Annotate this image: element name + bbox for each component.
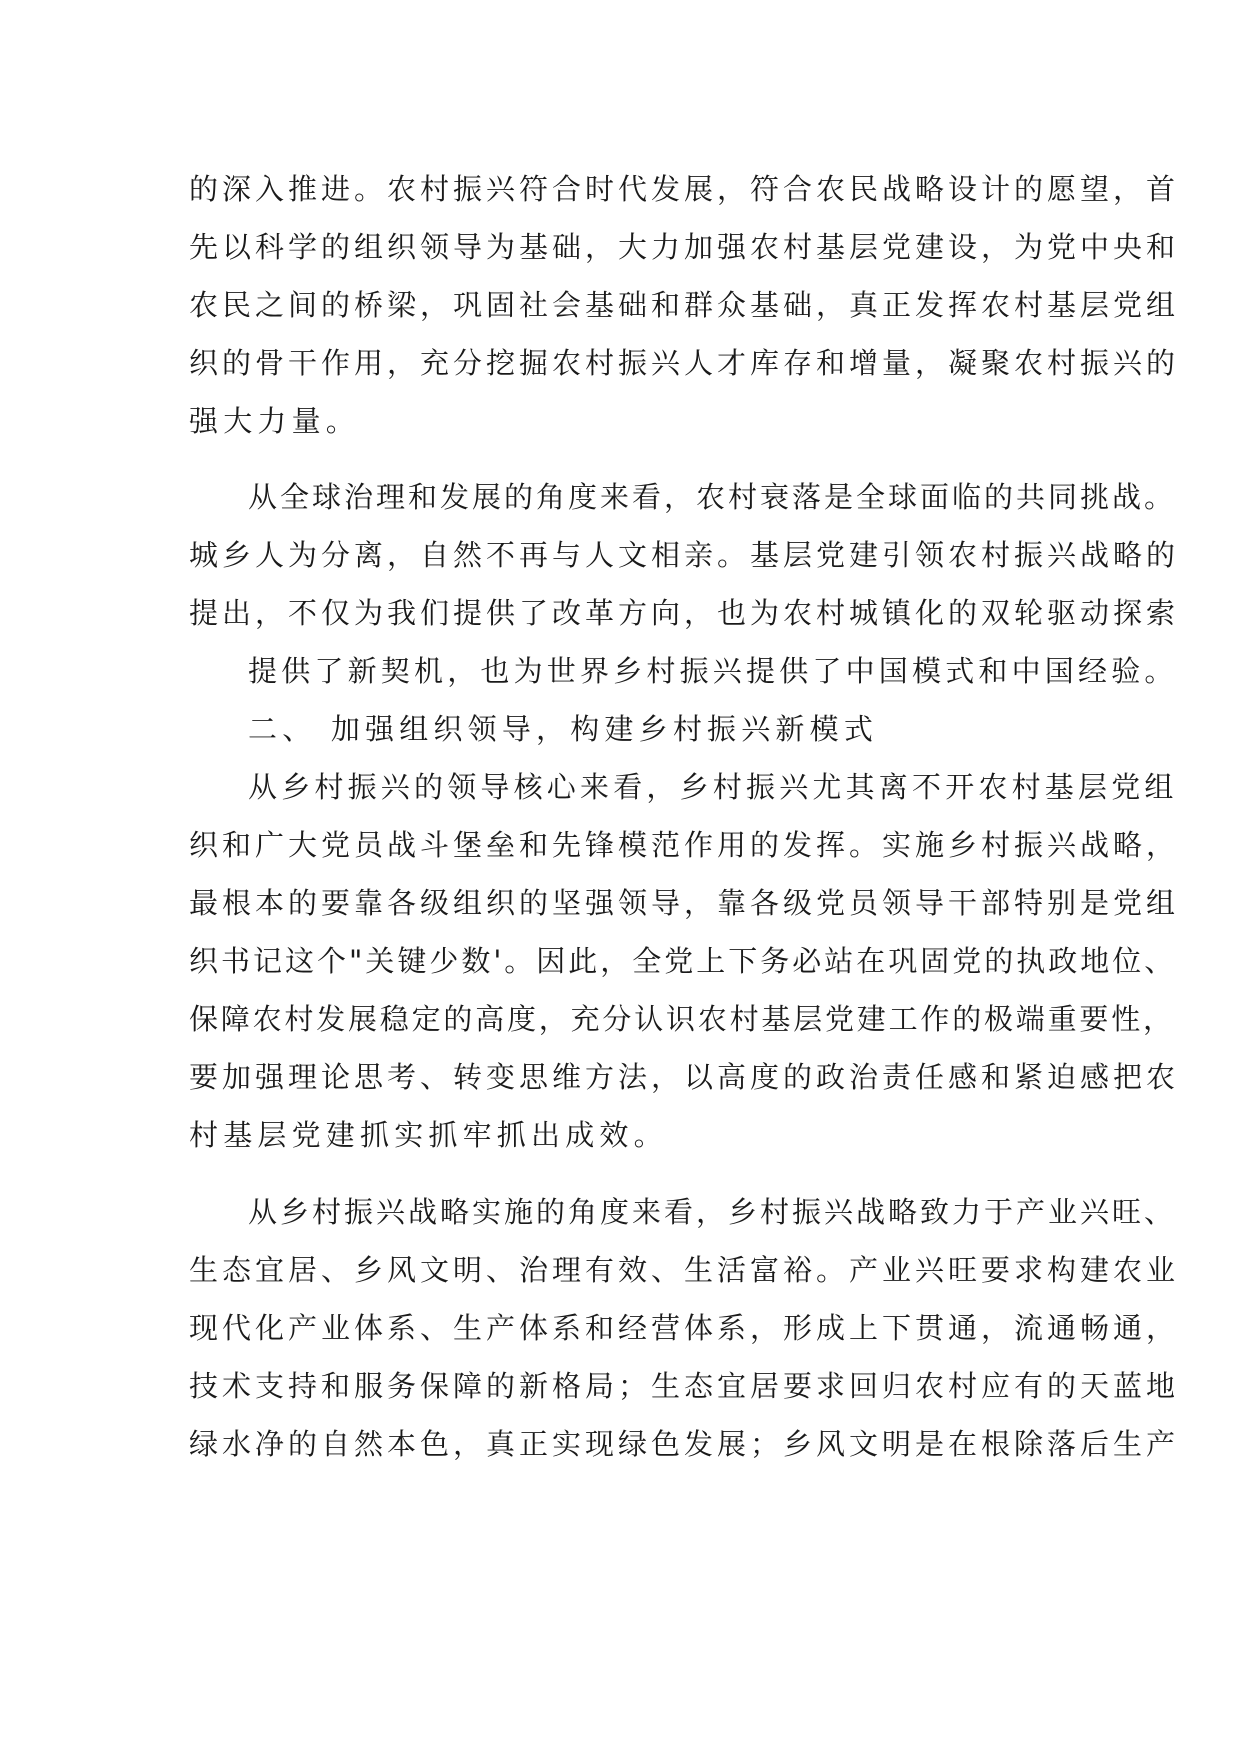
p4-line-2: 生态宜居、乡风文明、治理有效、生活富裕。产业兴旺要求构建农业	[189, 1253, 1180, 1287]
p3-line-7: 村基层党建抓实抓牢抓出成效。	[189, 1118, 668, 1152]
p4-line-1: 从乡村振兴战略实施的角度来看，乡村振兴战略致力于产业兴旺、	[248, 1195, 1177, 1229]
p4-line-5: 绿水净的自然本色，真正实现绿色发展；乡风文明是在根除落后生产	[189, 1427, 1180, 1461]
section-heading: 二、 加强组织领导，构建乡村振兴新模式	[248, 712, 879, 746]
p3-line-6: 要加强理论思考、转变思维方法，以高度的政治责任感和紧迫感把农	[189, 1060, 1180, 1094]
p2-line-3: 提出，不仅为我们提供了改革方向，也为农村城镇化的双轮驱动探索	[189, 596, 1180, 630]
p1-line-1: 的深入推进。农村振兴符合时代发展，符合农民战略设计的愿望，首	[189, 172, 1180, 206]
p3-line-3: 最根本的要靠各级组织的坚强领导，靠各级党员领导干部特别是党组	[189, 886, 1180, 920]
p2-line-2: 城乡人为分离，自然不再与人文相亲。基层党建引领农村振兴战略的	[189, 538, 1180, 572]
p2-line-4: 提供了新契机，也为世界乡村振兴提供了中国模式和中国经验。	[248, 654, 1178, 688]
p1-line-5: 强大力量。	[189, 404, 361, 438]
p1-line-2: 先以科学的组织领导为基础，大力加强农村基层党建设，为党中央和	[189, 230, 1180, 264]
p1-line-4: 织的骨干作用，充分挖掘农村振兴人才库存和增量，凝聚农村振兴的	[189, 346, 1180, 380]
p3-line-1: 从乡村振兴的领导核心来看，乡村振兴尤其离不开农村基层党组	[248, 770, 1178, 804]
p3-line-2: 织和广大党员战斗堡垒和先锋模范作用的发挥。实施乡村振兴战略，	[189, 828, 1180, 862]
p3-line-5: 保障农村发展稳定的高度，充分认识农村基层党建工作的极端重要性，	[189, 1002, 1175, 1036]
p2-line-1: 从全球治理和发展的角度来看，农村衰落是全球面临的共同挑战。	[248, 480, 1177, 514]
p3-line-4: 织书记这个"关键少数'。因此，全党上下务必站在巩固党的执政地位、	[189, 944, 1177, 978]
p4-line-4: 技术支持和服务保障的新格局；生态宜居要求回归农村应有的天蓝地	[189, 1369, 1180, 1403]
p1-line-3: 农民之间的桥梁，巩固社会基础和群众基础，真正发挥农村基层党组	[189, 288, 1180, 322]
p4-line-3: 现代化产业体系、生产体系和经营体系，形成上下贯通，流通畅通，	[189, 1311, 1180, 1345]
